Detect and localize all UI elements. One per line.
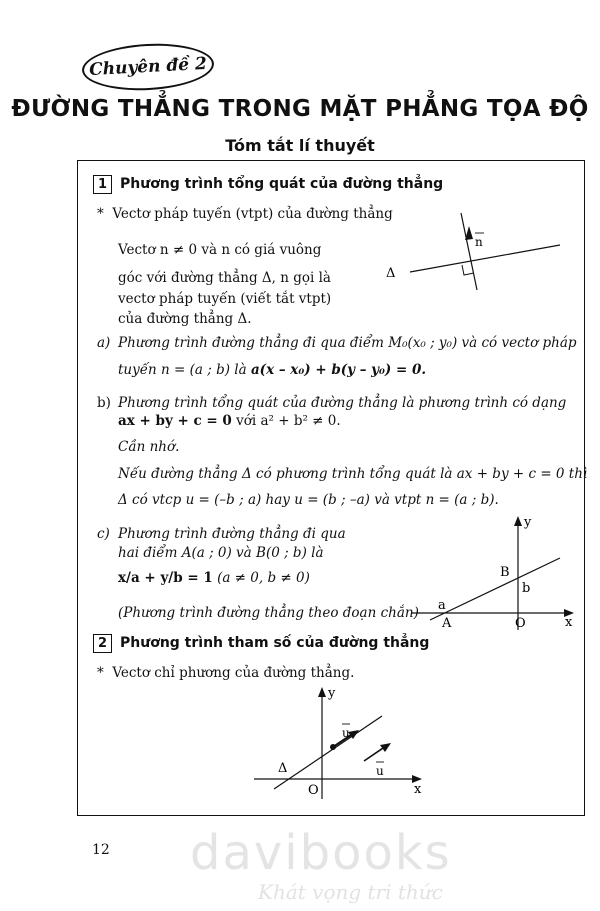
section-1-title: Phương trình tổng quát của đường thẳng xyxy=(120,176,444,192)
intercept-condition: (a ≠ 0, b ≠ 0) xyxy=(217,570,310,586)
page-subtitle: Tóm tắt lí thuyết xyxy=(225,136,375,155)
B-label: B xyxy=(500,565,510,580)
page-number: 12 xyxy=(92,842,110,858)
intercept-figure xyxy=(408,514,580,634)
chapter-badge xyxy=(81,41,215,94)
O-label-2: O xyxy=(308,783,319,798)
normal-vector-line-3: vectơ pháp tuyến (viết tắt vtpt) xyxy=(118,291,332,307)
item-a-equation: a(x – x₀) + b(y – y₀) = 0. xyxy=(250,362,427,378)
section-2-number: 2 xyxy=(93,634,112,653)
chapter-badge-label: Chuyên đề 2 xyxy=(88,53,208,81)
line-delta-2 xyxy=(274,716,382,789)
item-a-label: a) xyxy=(97,335,111,351)
note-line-2: Δ có vtcp u = (–b ; a) hay u = (b ; –a) và vtpt n = (a ; b). xyxy=(118,492,499,508)
direction-vector-2-head xyxy=(380,743,391,752)
section-2-heading xyxy=(93,634,429,653)
y-axis-2-arrow xyxy=(318,687,326,697)
intercept-formula: x/a + y/b = 1 xyxy=(118,570,213,586)
direction-vector-figure xyxy=(246,683,436,803)
bullet-text-2: Vectơ chỉ phương của đường thẳng. xyxy=(112,665,355,681)
item-a-line-2 xyxy=(118,360,426,380)
item-b-line-2 xyxy=(118,411,341,431)
intercept-line xyxy=(430,558,560,620)
watermark-slogan: Khát vọng tri thức xyxy=(258,880,443,904)
normal-vector-line-2: góc với đường thẳng Δ, n gọi là xyxy=(118,270,331,286)
u-label-1: u xyxy=(342,726,350,740)
section-1-number: 1 xyxy=(93,175,112,194)
normal-vector-line-1: Vectơ n ≠ 0 và n có giá vuông xyxy=(118,242,322,258)
watermark-brand: davibooks xyxy=(190,825,452,881)
bullet-text: Vectơ pháp tuyến (vtpt) của đường thẳng xyxy=(112,206,393,222)
x-label-2: x xyxy=(414,782,422,797)
a-label: a xyxy=(438,598,446,613)
item-b-condition: với a² + b² ≠ 0. xyxy=(231,413,341,429)
O-label: O xyxy=(515,616,526,631)
bullet-mark: * xyxy=(97,206,104,222)
n-label: n xyxy=(475,235,483,249)
normal-vector-arrow xyxy=(465,226,473,240)
note-title: Cần nhớ. xyxy=(118,439,180,455)
y-axis-arrow xyxy=(514,516,522,526)
item-c-line-2: hai điểm A(a ; 0) và B(0 ; b) là xyxy=(118,545,324,561)
note-line-1: Nếu đường thẳng Δ có phương trình tổng quát là ax + by + c = 0 thì xyxy=(118,466,588,482)
bullet-normal-vector xyxy=(97,204,393,224)
item-c-line-1: Phương trình đường thẳng đi qua xyxy=(118,526,346,542)
normal-vector-line-4: của đường thẳng Δ. xyxy=(118,311,252,327)
page-title: ĐƯỜNG THẲNG TRONG MẶT PHẲNG TỌA ĐỘ xyxy=(11,96,589,122)
bullet-direction-vector xyxy=(97,663,354,683)
b-label: b xyxy=(522,581,531,596)
y-label: y xyxy=(524,515,532,530)
delta-label-2: Δ xyxy=(278,761,288,776)
section-1-heading xyxy=(93,175,443,194)
item-c-note: (Phương trình đường thẳng theo đoạn chắn) xyxy=(118,605,419,621)
item-b-label: b) xyxy=(97,395,111,411)
line-delta xyxy=(410,245,560,272)
u-label-2: u xyxy=(376,764,384,778)
item-c-label: c) xyxy=(97,526,110,542)
normal-vector-figure xyxy=(380,208,570,300)
item-b-equation: ax + by + c = 0 xyxy=(118,413,232,429)
item-b-line-1: Phương trình tổng quát của đường thẳng là phương trình có dạng xyxy=(118,395,567,411)
bullet-mark-2: * xyxy=(97,665,104,681)
perpendicular-line xyxy=(461,213,477,290)
section-2-title: Phương trình tham số của đường thẳng xyxy=(120,635,430,651)
intercept-equation xyxy=(118,568,310,588)
delta-label: Δ xyxy=(386,266,396,281)
y-label-2: y xyxy=(328,686,336,701)
item-a-prefix: tuyến n = (a ; b) là xyxy=(118,362,251,378)
x-label: x xyxy=(565,615,573,630)
A-label: A xyxy=(442,616,452,631)
item-a-line-1: Phương trình đường thẳng đi qua điểm M₀(x₀ ; y₀) và có vectơ pháp xyxy=(118,335,577,351)
